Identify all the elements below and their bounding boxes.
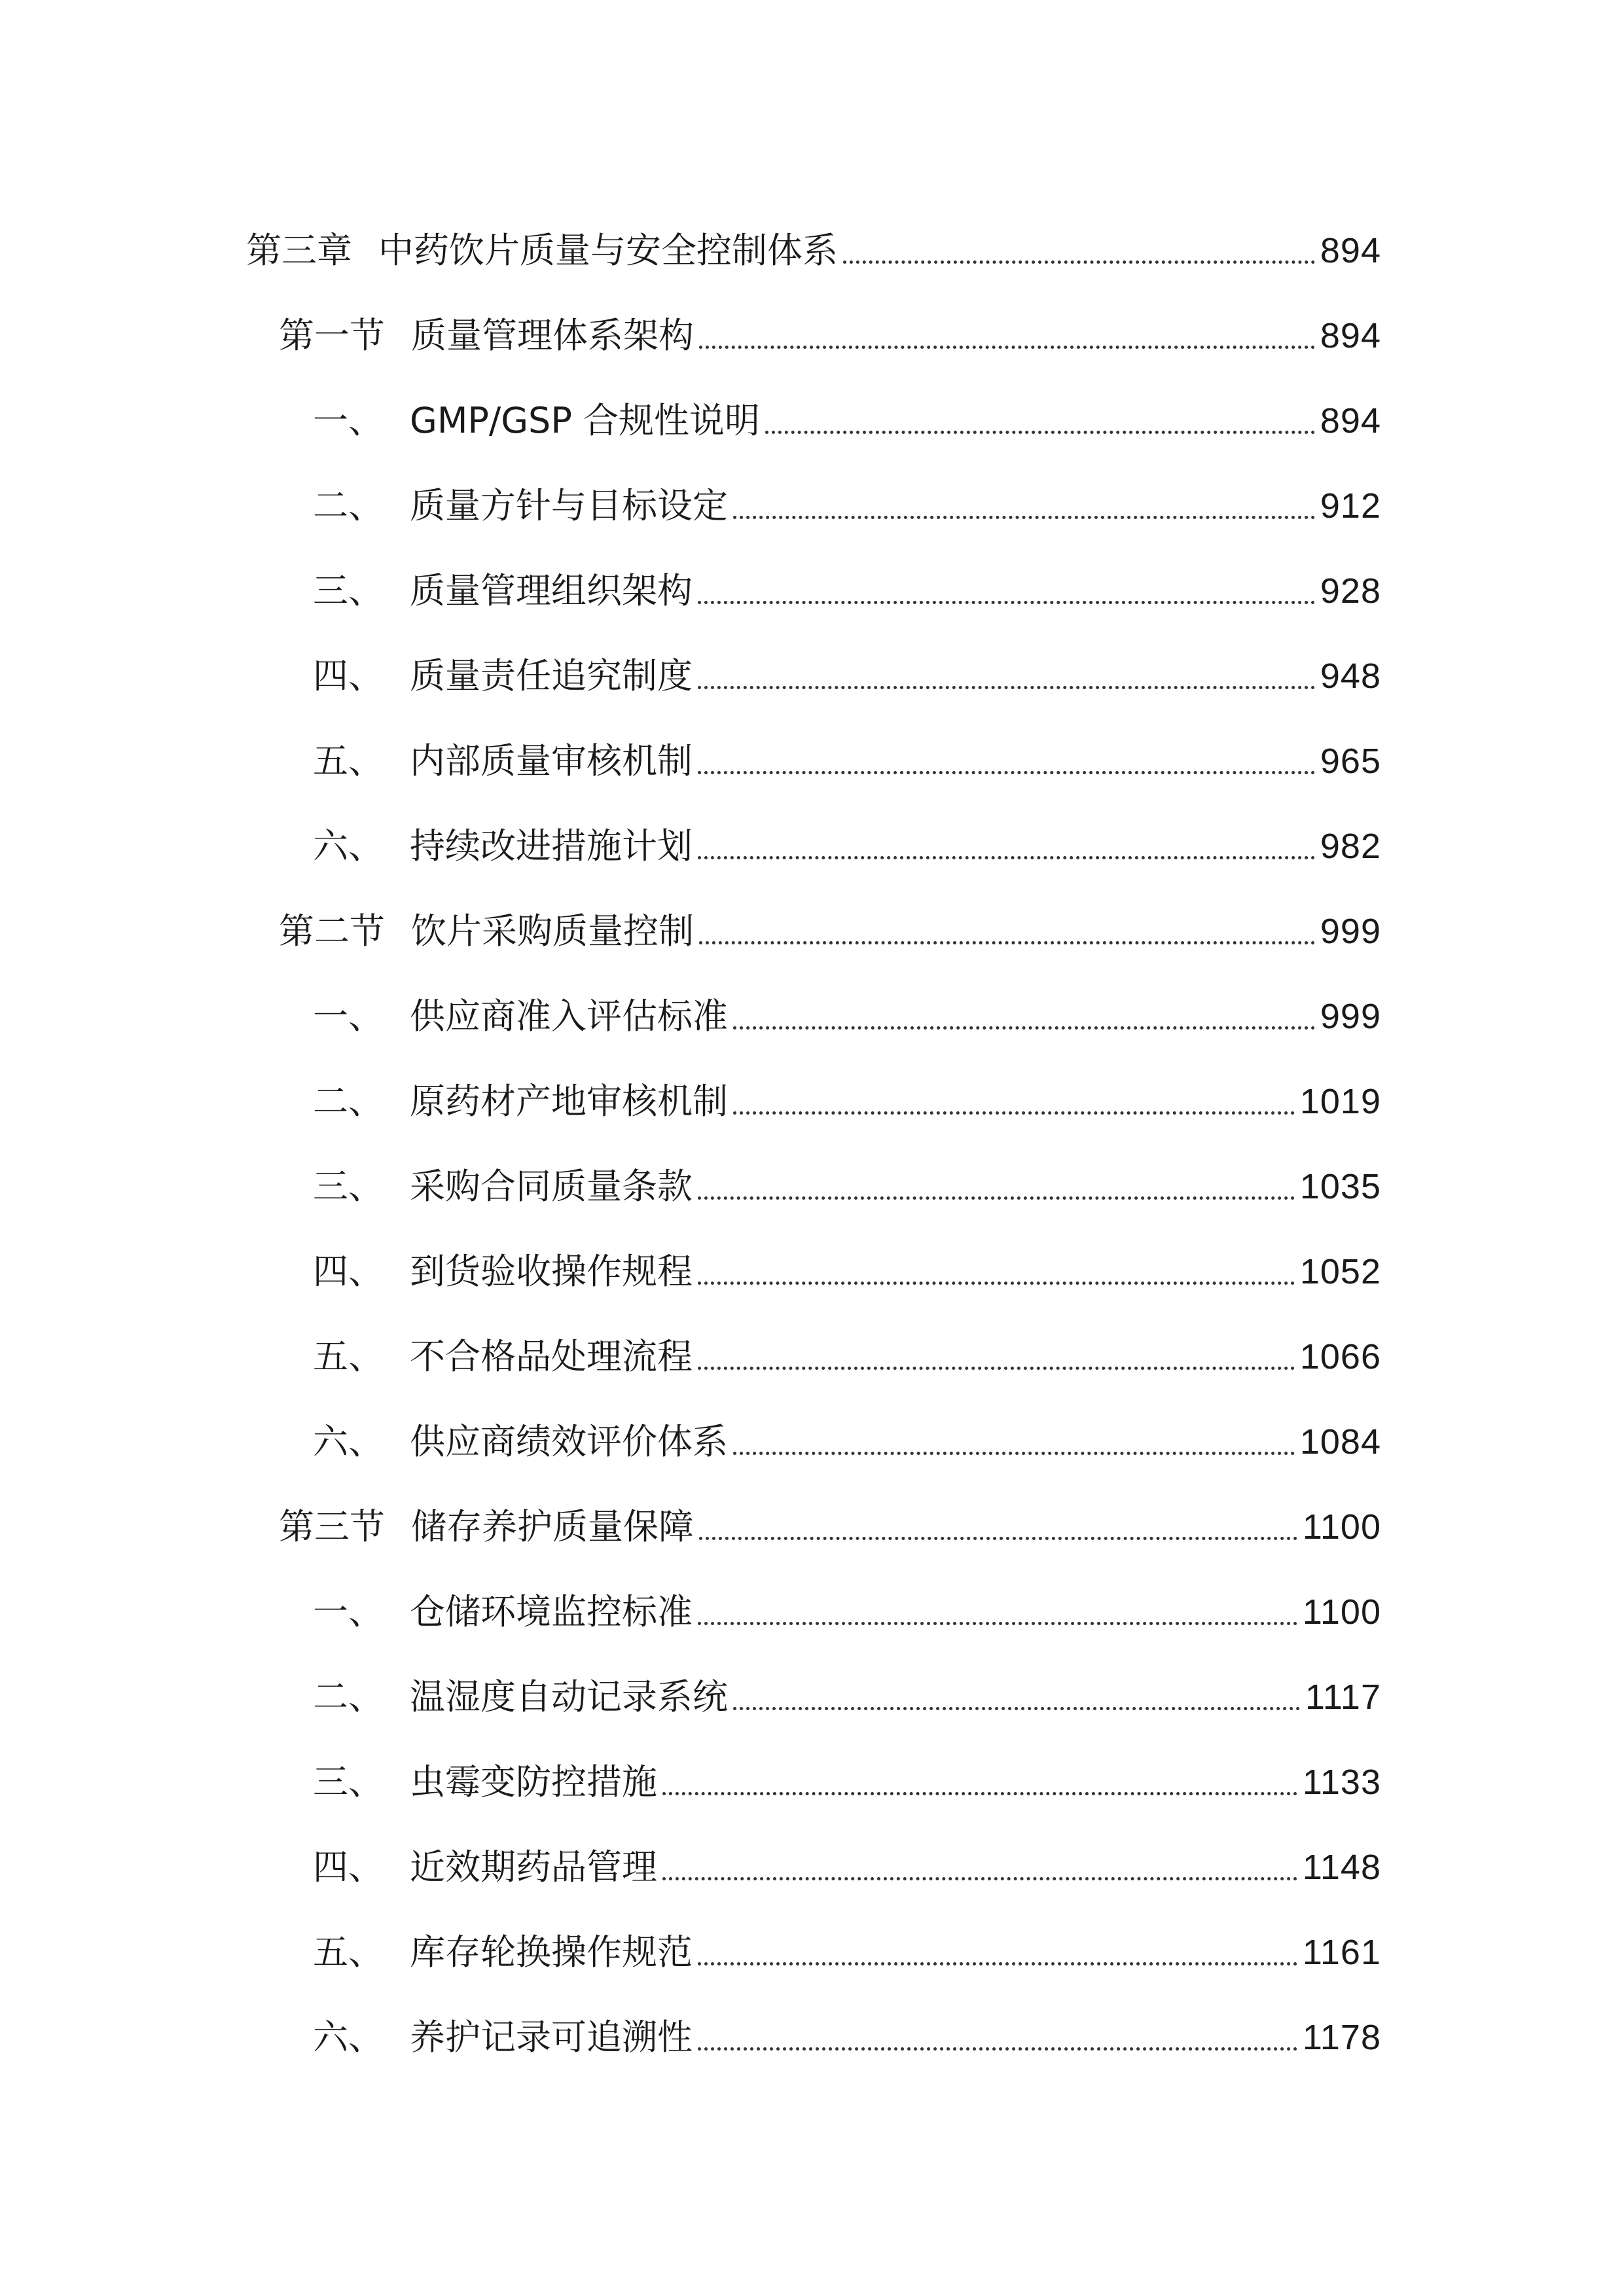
toc-entry-item[interactable] <box>313 1996 1381 2058</box>
dot-leader <box>662 1877 1297 1880</box>
dot-leader <box>698 2047 1297 2051</box>
toc-marker: 三、 <box>313 1761 384 1803</box>
toc-page-number: 982 <box>1320 827 1381 866</box>
toc-marker: 四、 <box>313 1846 384 1888</box>
toc-title: 库存轮换操作规范 <box>410 1931 693 1973</box>
toc-page-number: 1161 <box>1302 1933 1381 1972</box>
toc-title: 质量责任追究制度 <box>410 655 693 696</box>
dot-leader <box>698 1367 1295 1370</box>
toc-marker: 五、 <box>313 1931 384 1973</box>
dot-leader <box>733 1707 1300 1710</box>
toc-title: 供应商绩效评价体系 <box>410 1421 728 1462</box>
toc-marker: 三、 <box>313 570 384 611</box>
toc-title: 质量方针与目标设定 <box>410 485 728 526</box>
dot-leader <box>699 941 1315 944</box>
toc-entry-item[interactable] <box>313 1571 1381 1630</box>
toc-page-number: 1133 <box>1302 1763 1381 1802</box>
toc-page-number: 1066 <box>1299 1337 1381 1376</box>
toc-title: 储存养护质量保障 <box>411 1506 694 1547</box>
toc-entry-item[interactable] <box>313 720 1381 779</box>
toc-title: 虫霉变防控措施 <box>410 1761 657 1803</box>
dot-leader <box>698 601 1315 604</box>
toc-entry-chapter[interactable] <box>246 209 1381 271</box>
dot-leader <box>698 1622 1297 1625</box>
toc-marker: 一、 <box>313 1591 384 1632</box>
toc-marker: 六、 <box>313 2017 384 2058</box>
toc-marker: 六、 <box>313 825 384 867</box>
toc-title: 养护记录可追溯性 <box>410 2017 693 2058</box>
toc-page-number: 1148 <box>1302 1848 1381 1887</box>
dot-leader <box>698 1282 1295 1285</box>
toc-page-number: 1117 <box>1305 1677 1381 1717</box>
toc-page-number: 999 <box>1320 912 1381 951</box>
toc-page-number: 1100 <box>1302 1507 1381 1547</box>
toc-marker: 四、 <box>313 1251 384 1292</box>
toc-page-number: 894 <box>1320 401 1381 440</box>
toc-entry-item[interactable] <box>313 1741 1381 1803</box>
toc-marker: 三、 <box>313 1166 384 1207</box>
dot-leader <box>698 771 1315 774</box>
toc-entry-item[interactable] <box>313 550 1381 609</box>
toc-title: 中药饮片质量与安全控制体系 <box>378 230 838 271</box>
toc-page-number: 948 <box>1320 656 1381 696</box>
dot-leader <box>699 1537 1297 1540</box>
toc-page-number: 1019 <box>1299 1082 1381 1121</box>
dot-leader <box>733 516 1315 519</box>
toc-title: 质量管理体系架构 <box>411 315 694 356</box>
dot-leader <box>733 1026 1315 1030</box>
toc-marker: 第二节 <box>279 910 385 952</box>
toc-marker: 五、 <box>313 740 384 781</box>
toc-marker: 一、 <box>313 996 384 1037</box>
toc-entry-item[interactable] <box>313 1401 1381 1460</box>
toc-entry-item[interactable] <box>313 1316 1381 1377</box>
toc-title: 供应商准入评估标准 <box>410 996 728 1037</box>
dot-leader <box>843 260 1315 264</box>
toc-entry-item[interactable] <box>313 1060 1381 1122</box>
toc-entry-item[interactable] <box>313 635 1381 694</box>
toc-entry-item[interactable] <box>313 380 1381 439</box>
toc-marker: 五、 <box>313 1336 384 1377</box>
dot-leader <box>733 1111 1295 1115</box>
dot-leader <box>698 686 1315 689</box>
toc-marker: 一、 <box>313 400 384 441</box>
toc-title: 持续改进措施计划 <box>410 825 693 867</box>
dot-leader <box>698 1196 1295 1200</box>
toc-title: 原药材产地审核机制 <box>410 1081 728 1122</box>
toc-page-number: 1084 <box>1299 1422 1381 1462</box>
toc-page-number: 928 <box>1320 571 1381 611</box>
dot-leader <box>698 856 1315 859</box>
toc-marker: 第一节 <box>279 315 385 356</box>
toc-title: 质量管理组织架构 <box>410 570 693 611</box>
toc-page-number: 1178 <box>1302 2018 1381 2057</box>
toc-entry-item[interactable] <box>313 1656 1381 1715</box>
toc-marker: 第三节 <box>279 1506 385 1547</box>
dot-leader <box>662 1792 1297 1795</box>
toc-page-number: 894 <box>1320 316 1381 355</box>
dot-leader <box>733 1452 1295 1455</box>
toc-page-number: 894 <box>1320 231 1381 270</box>
toc-title: 仓储环境监控标准 <box>410 1591 693 1632</box>
toc-marker: 二、 <box>313 1676 384 1717</box>
dot-leader <box>765 431 1315 434</box>
toc-page-number: 912 <box>1320 486 1381 526</box>
dot-leader <box>699 346 1315 349</box>
toc-entry-section[interactable] <box>279 890 1381 952</box>
toc-entry-section[interactable] <box>279 1486 1381 1545</box>
toc-marker: 二、 <box>313 1081 384 1122</box>
toc-title: GMP/GSP 合规性说明 <box>410 400 761 441</box>
toc-marker: 六、 <box>313 1421 384 1462</box>
toc-entry-item[interactable] <box>313 1826 1381 1888</box>
toc-entry-item[interactable] <box>313 975 1381 1037</box>
toc-title: 到货验收操作规程 <box>410 1251 693 1292</box>
toc-entry-item[interactable] <box>313 1911 1381 1973</box>
toc-page-number: 965 <box>1320 742 1381 781</box>
toc-page-number: 1035 <box>1299 1167 1381 1206</box>
toc-entry-item[interactable] <box>313 465 1381 524</box>
toc-title: 内部质量审核机制 <box>410 740 693 781</box>
toc-marker: 四、 <box>313 655 384 696</box>
toc-entry-item[interactable] <box>313 1230 1381 1292</box>
toc-title: 不合格品处理流程 <box>410 1336 693 1377</box>
toc-page-number: 1052 <box>1299 1252 1381 1291</box>
toc-marker: 二、 <box>313 485 384 526</box>
toc-entry-item[interactable] <box>313 805 1381 867</box>
toc-marker: 第三章 <box>246 230 352 271</box>
toc-title: 近效期药品管理 <box>410 1846 657 1888</box>
dot-leader <box>698 1962 1297 1965</box>
toc-page-number: 1100 <box>1302 1592 1381 1632</box>
toc-entry-section[interactable] <box>279 295 1381 356</box>
toc-title: 饮片采购质量控制 <box>411 910 694 952</box>
toc-title: 温湿度自动记录系统 <box>410 1676 728 1717</box>
toc-page-number: 999 <box>1320 997 1381 1036</box>
toc-title: 采购合同质量条款 <box>410 1166 693 1207</box>
toc-entry-item[interactable] <box>313 1145 1381 1207</box>
